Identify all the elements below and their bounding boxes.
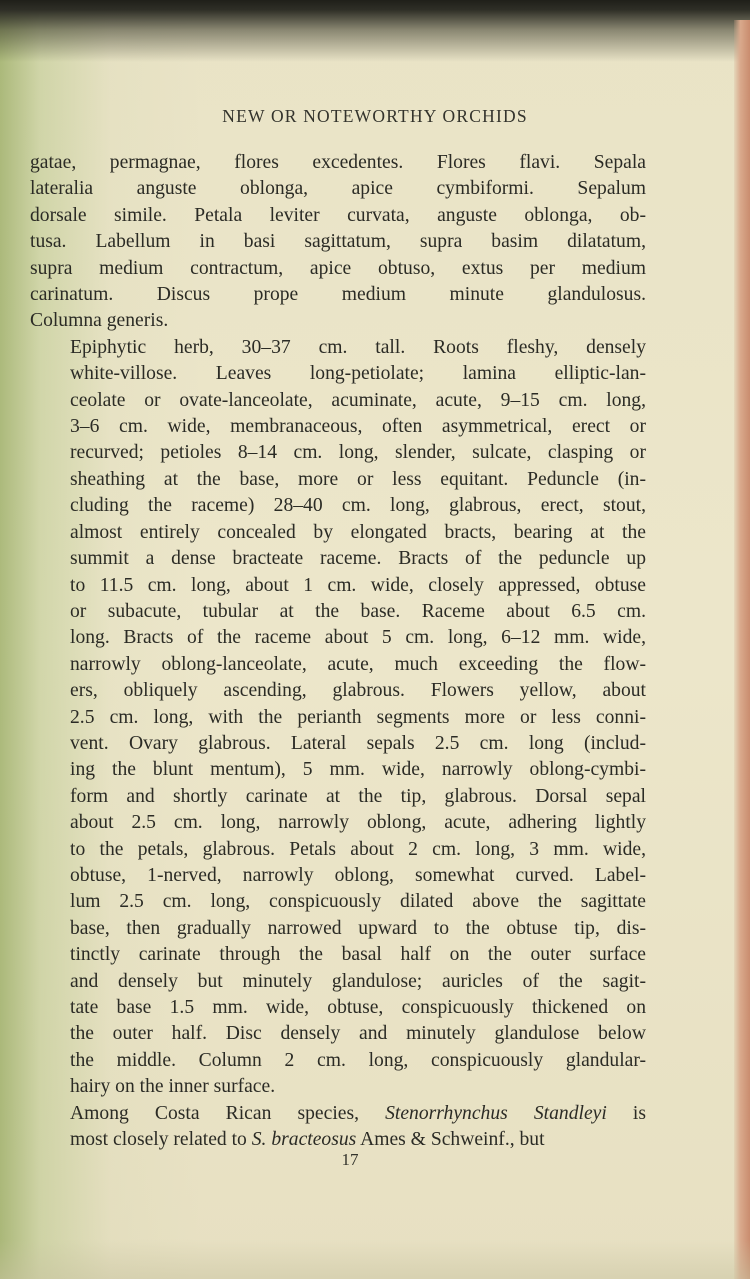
text-line: form and shortly carinate at the tip, glabrous. Dorsal sepal [70, 785, 646, 807]
text-line: supra medium contractum, apice obtuso, extus per medium [30, 257, 646, 279]
text-line: vent. Ovary glabrous. Lateral sepals 2.5 cm. long (includ- [70, 732, 646, 754]
text-run: is [606, 1102, 646, 1124]
text-line: obtuse, 1-nerved, narrowly oblong, somewhat curved. Label- [70, 864, 646, 886]
top-shadow [0, 0, 750, 62]
text-line: tinctly carinate through the basal half on the outer surface [70, 944, 646, 966]
text-line: sheathing at the base, more or less equitant. Peduncle (in- [70, 468, 646, 490]
text-line: lateralia anguste oblonga, apice cymbiformi. Sepalum [30, 178, 646, 200]
text-line: tate base 1.5 mm. wide, obtuse, conspicuously thickened on [70, 997, 646, 1018]
text-line: narrowly oblong-lanceolate, acute, much exceeding the flow- [70, 653, 646, 675]
page-number: 17 [341, 1150, 359, 1169]
text-line: white-villose. Leaves long-petiolate; lamina elliptic-lan- [70, 363, 646, 385]
paragraph-english-description [30, 335, 646, 1101]
text-line: 3–6 cm. wide, membranaceous, often asymmetrical, erect or [70, 416, 646, 438]
text-line: ceolate or ovate-lanceolate, acuminate, acute, 9–15 cm. long, [70, 389, 646, 411]
page-edge [734, 20, 750, 1279]
text-line: and densely but minutely glandulose; auricles of the sagit- [70, 970, 646, 992]
text-line: about 2.5 cm. long, narrowly oblong, acute, adhering lightly [70, 812, 646, 834]
text-line: gatae, permagnae, flores excedentes. Flores flavi. Sepala [30, 152, 646, 173]
taxon-name: Stenorrhynchus Standleyi [385, 1102, 607, 1124]
text-line: almost entirely concealed by elongated bracts, bearing at the [70, 521, 646, 543]
text-line: carinatum. Discus prope medium minute glandulosus. [30, 284, 646, 306]
text-line: ers, obliquely ascending, glabrous. Flowers yellow, about [70, 680, 646, 702]
paragraph-latin-description [30, 150, 646, 335]
paragraph-discussion [30, 1101, 646, 1154]
taxon-name: S. bracteosus [251, 1129, 357, 1151]
text-line: the outer half. Disc densely and minutely glandulose below [70, 1023, 646, 1045]
text-line: recurved; petioles 8–14 cm. long, slender, sulcate, clasping or [70, 442, 646, 464]
bottom-edge [0, 1239, 750, 1279]
text-line: to the petals, glabrous. Petals about 2 cm. long, 3 mm. wide, [70, 838, 646, 860]
text-run: Among Costa Rican species, [70, 1102, 386, 1124]
text-line: ing the blunt mentum), 5 mm. wide, narrowly oblong-cymbi- [70, 759, 646, 781]
text-line: hairy on the inner surface. [70, 1076, 276, 1098]
text-line: long. Bracts of the raceme about 5 cm. long, 6–12 mm. wide, [70, 627, 646, 649]
text-line: base, then gradually narrowed upward to the obtuse tip, dis- [70, 917, 646, 939]
text-line: summit a dense bracteate raceme. Bracts of the peduncle up [70, 548, 646, 570]
text-line: lum 2.5 cm. long, conspicuously dilated above the sagittate [70, 891, 646, 913]
text-line: the middle. Column 2 cm. long, conspicuously glandular- [70, 1049, 646, 1071]
text-line: cluding the raceme) 28–40 cm. long, glabrous, erect, stout, [70, 495, 646, 517]
text-line: or subacute, tubular at the base. Raceme about 6.5 cm. [70, 600, 646, 622]
text-line: tusa. Labellum in basi sagittatum, supra basim dilatatum, [30, 231, 646, 253]
text-line: dorsale simile. Petala leviter curvata, anguste oblonga, ob- [30, 204, 646, 226]
text-line: Epiphytic herb, 30–37 cm. tall. Roots fleshy, densely [70, 336, 646, 358]
body-text [30, 150, 646, 1153]
text-line: 2.5 cm. long, with the perianth segments more or less conni- [70, 706, 646, 728]
text-run: most closely related to [70, 1129, 252, 1151]
text-line: to 11.5 cm. long, about 1 cm. wide, closely appressed, obtuse [70, 574, 646, 596]
text-run: Ames & Schweinf., but [356, 1129, 545, 1151]
running-head: NEW OR NOTEWORTHY ORCHIDS [222, 106, 528, 126]
text-line [30, 1101, 646, 1127]
text-line: Columna generis. [30, 310, 169, 332]
